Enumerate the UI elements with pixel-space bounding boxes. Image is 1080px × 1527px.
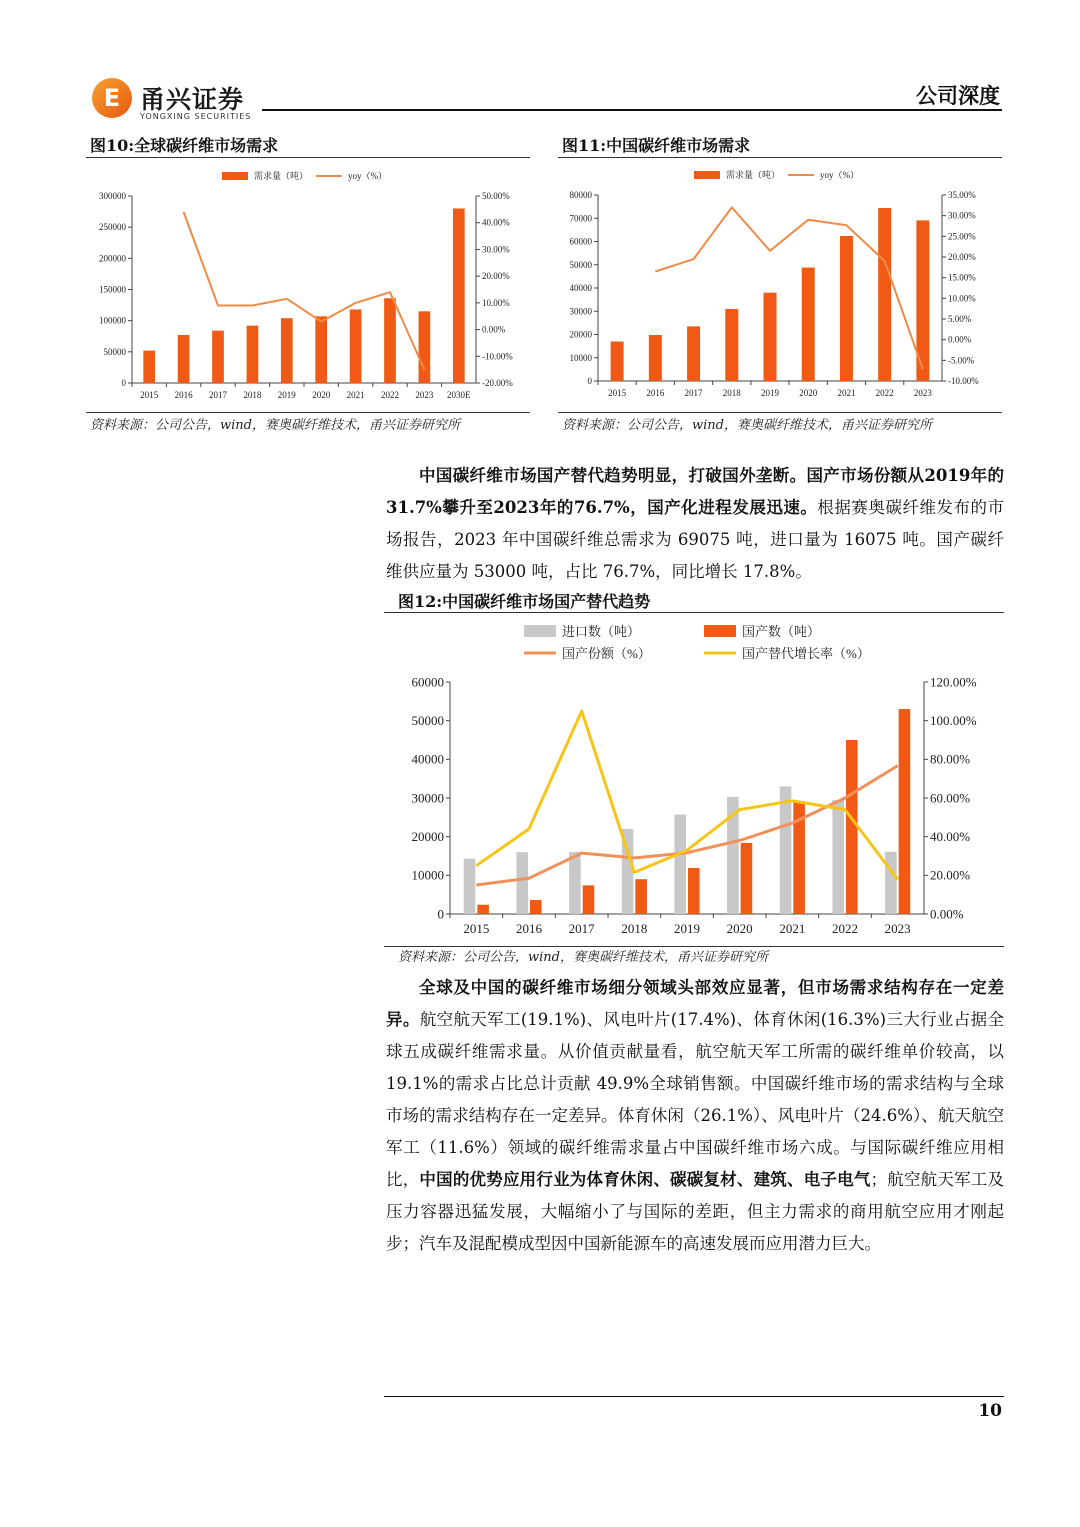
left-axis-tick-label: 30000 xyxy=(569,306,592,317)
right-axis-tick-label: -5.00% xyxy=(948,355,975,366)
left-axis-tick-label: 10000 xyxy=(411,867,444,883)
brand-logo-icon: E xyxy=(92,78,132,118)
bar-需求量（吨） xyxy=(453,208,465,383)
right-axis-tick-label: 20.00% xyxy=(482,271,510,282)
x-axis-tick-label: 2016 xyxy=(516,921,542,936)
fig11-source: 资料来源：公司公告，wind，赛奥碳纤维技术，甬兴证券研究所 xyxy=(562,418,932,433)
report-type-tag: 公司深度 xyxy=(916,83,1000,108)
bar-进口数（吨） xyxy=(885,852,897,914)
left-axis-tick-label: 0 xyxy=(121,378,126,388)
legend-label: yoy（%） xyxy=(348,171,387,181)
left-axis-tick-label: 30000 xyxy=(411,790,444,806)
legend-label: 国产份额（%） xyxy=(562,646,651,661)
brand-name-en: YONGXING SECURITIES xyxy=(140,112,252,121)
x-axis-tick-label: 2017 xyxy=(209,390,227,400)
left-axis-tick-label: 40000 xyxy=(569,283,592,293)
right-axis-tick-label: 20.00% xyxy=(930,867,971,883)
paragraph-domestic-substitution xyxy=(386,460,1004,588)
bar-需求量（吨） xyxy=(143,351,155,383)
bar-进口数（吨） xyxy=(674,815,686,914)
paragraph-1-highlight: 中国碳纤维市场国产替代趋势明显，打破国外垄断。国产市场份额从2019年的31.7%攀升至2023年的76.7%，国产化进程发展迅速。 xyxy=(386,466,1004,517)
x-axis-tick-label: 2020 xyxy=(799,388,818,398)
fig12-title-rule xyxy=(384,612,1004,613)
bar-进口数（吨） xyxy=(516,852,528,914)
header-divider xyxy=(262,109,1002,111)
right-axis-tick-label: 120.00% xyxy=(930,674,977,690)
x-axis-tick-label: 2030E xyxy=(447,390,471,400)
fig11-bottom-rule xyxy=(558,412,1002,413)
bar-国产数（吨） xyxy=(741,843,753,914)
left-axis-tick-label: 0 xyxy=(587,376,592,386)
right-axis-tick-label: 30.00% xyxy=(482,244,510,255)
bar-国产数（吨） xyxy=(583,885,595,914)
left-axis-tick-label: 50000 xyxy=(569,259,592,270)
x-axis-tick-label: 2020 xyxy=(312,390,331,400)
bar-需求量（吨） xyxy=(281,318,293,383)
left-axis-tick-label: 100000 xyxy=(99,315,126,326)
right-axis-tick-label: -10.00% xyxy=(482,351,513,362)
paragraph-2-body-2: ；航空航天军工及压力容器迅猛发展，大幅缩小了与国际的差距，但主力需求的商用航空应用才刚起步；汽车及混配模成型因中国新能源车的高速发展而应用潜力巨大。 xyxy=(386,1170,1005,1253)
x-axis-tick-label: 2017 xyxy=(568,921,595,936)
left-axis-tick-label: 250000 xyxy=(99,222,126,233)
bar-国产数（吨） xyxy=(846,740,858,914)
bar-需求量（吨） xyxy=(384,298,396,383)
left-axis-tick-label: 50000 xyxy=(103,346,126,357)
page-number: 10 xyxy=(978,1401,1002,1421)
bar-需求量（吨） xyxy=(419,311,431,383)
fig12-bottom-rule xyxy=(384,946,1004,947)
bar-需求量（吨） xyxy=(212,331,224,383)
right-axis-tick-label: 0.00% xyxy=(930,906,964,922)
x-axis-tick-label: 2015 xyxy=(608,388,627,398)
legend-swatch xyxy=(704,625,736,637)
left-axis-tick-label: 20000 xyxy=(411,829,444,844)
fig11-title: 图11:中国碳纤维市场需求 xyxy=(562,136,751,155)
x-axis-tick-label: 2023 xyxy=(913,388,932,398)
right-axis-tick-label: 20.00% xyxy=(948,252,976,262)
fig10-chart xyxy=(86,160,530,410)
legend-label: 需求量（吨） xyxy=(726,170,781,180)
fig11-chart xyxy=(558,160,1002,410)
fig12-title: 图12:中国碳纤维市场国产替代趋势 xyxy=(398,592,651,611)
left-axis-tick-label: 40000 xyxy=(411,751,444,767)
x-axis-tick-label: 2015 xyxy=(140,390,159,400)
bar-需求量（吨） xyxy=(764,293,777,381)
right-axis-tick-label: 60.00% xyxy=(930,790,971,806)
paragraph-1-body: 根据赛奥碳纤维发布的市场报告，2023 年中国碳纤维总需求为 69075 吨，进口量为 16075 吨。国产碳纤维供应量为 53000 吨，占比 76.7%，同比增长 17.8%。 xyxy=(386,498,1005,581)
left-axis-tick-label: 200000 xyxy=(99,253,126,264)
bar-国产数（吨） xyxy=(477,905,489,914)
bar-需求量（吨） xyxy=(649,335,662,381)
bar-需求量（吨） xyxy=(840,236,853,381)
legend-swatch xyxy=(222,172,248,180)
bar-需求量（吨） xyxy=(178,335,190,383)
legend-label: 需求量（吨） xyxy=(254,171,309,181)
x-axis-tick-label: 2020 xyxy=(726,921,753,936)
x-axis-tick-label: 2018 xyxy=(243,390,262,400)
legend-label: yoy（%） xyxy=(820,170,859,180)
right-axis-tick-label: 50.00% xyxy=(482,191,510,201)
right-axis-tick-label: 80.00% xyxy=(930,751,971,767)
paragraph-2-highlight: 全球及中国的碳纤维市场细分领域头部效应显著，但市场需求结构存在一定差异。 xyxy=(386,978,1004,1029)
right-axis-tick-label: 5.00% xyxy=(948,314,972,324)
left-axis-tick-label: 20000 xyxy=(569,329,592,340)
paragraph-2-body: 航空航天军工(19.1%)、风电叶片(17.4%)、体育休闲(16.3%)三大行业占据全球五成碳纤维需求量。从价值贡献量看，航空航天军工所需的碳纤维单价较高，以 19.1%的需求占比总计贡献 49.9%全球销售额。中国碳纤维市场的需求结构与全球市场的需求结构存在一定差异。体育休闲（26.1%）、风电叶片（24.6%）、航天航空军工（11.6%）领域的碳纤维需求量占中国碳纤维市场六成。与国际碳纤维应用相比， xyxy=(386,1010,1005,1189)
x-axis-tick-label: 2016 xyxy=(646,388,665,398)
left-axis-tick-label: 150000 xyxy=(99,284,126,295)
left-axis-tick-label: 60000 xyxy=(569,236,592,247)
legend-swatch xyxy=(524,625,556,637)
bar-需求量（吨） xyxy=(802,268,815,381)
bar-进口数（吨） xyxy=(464,859,476,914)
fig10-source: 资料来源：公司公告，wind，赛奥碳纤维技术，甬兴证券研究所 xyxy=(90,418,460,433)
right-axis-tick-label: 100.00% xyxy=(930,713,977,728)
fig12-source: 资料来源：公司公告，wind，赛奥碳纤维技术，甬兴证券研究所 xyxy=(398,950,768,965)
fig10-title: 图10:全球碳纤维市场需求 xyxy=(90,136,279,155)
right-axis-tick-label: 35.00% xyxy=(948,190,976,200)
bar-需求量（吨） xyxy=(611,341,624,381)
paragraph-2-highlight-2: 中国的优势应用行业为体育休闲、碳碳复材、建筑、电子电气 xyxy=(419,1170,871,1189)
fig12-chart xyxy=(384,614,1004,944)
x-axis-tick-label: 2016 xyxy=(174,390,193,400)
right-axis-tick-label: 0.00% xyxy=(948,334,972,345)
bar-需求量（吨） xyxy=(687,326,700,381)
right-axis-tick-label: -20.00% xyxy=(482,378,513,388)
left-axis-tick-label: 70000 xyxy=(569,213,592,224)
bar-需求量（吨） xyxy=(725,309,738,381)
legend-label: 国产替代增长率（%） xyxy=(742,646,870,661)
x-axis-tick-label: 2021 xyxy=(779,921,806,936)
x-axis-tick-label: 2019 xyxy=(674,921,700,936)
x-axis-tick-label: 2021 xyxy=(346,390,365,400)
right-axis-tick-label: 10.00% xyxy=(482,297,510,308)
fig10-bottom-rule xyxy=(86,412,530,413)
bar-进口数（吨） xyxy=(569,852,581,914)
bar-国产数（吨） xyxy=(899,709,911,914)
right-axis-tick-label: 25.00% xyxy=(948,231,976,242)
x-axis-tick-label: 2015 xyxy=(463,921,490,936)
paragraph-demand-structure xyxy=(386,972,1004,1260)
x-axis-tick-label: 2019 xyxy=(761,388,779,398)
footer-divider xyxy=(384,1396,1004,1397)
bar-国产数（吨） xyxy=(688,868,700,914)
right-axis-tick-label: 10.00% xyxy=(948,293,976,304)
x-axis-tick-label: 2022 xyxy=(381,390,399,400)
brand-name: 甬兴证券 xyxy=(140,85,245,114)
right-axis-tick-label: 30.00% xyxy=(948,210,976,221)
right-axis-tick-label: 0.00% xyxy=(482,324,506,335)
bar-进口数（吨） xyxy=(832,800,844,914)
right-axis-tick-label: 40.00% xyxy=(930,829,971,844)
x-axis-tick-label: 2023 xyxy=(415,390,434,400)
bar-需求量（吨） xyxy=(247,326,259,383)
left-axis-tick-label: 80000 xyxy=(569,190,592,200)
left-axis-tick-label: 300000 xyxy=(99,191,126,201)
right-axis-tick-label: -10.00% xyxy=(948,376,979,386)
bar-国产数（吨） xyxy=(635,879,647,914)
right-axis-tick-label: 40.00% xyxy=(482,217,510,228)
x-axis-tick-label: 2023 xyxy=(884,921,911,936)
left-axis-tick-label: 50000 xyxy=(411,713,444,728)
x-axis-tick-label: 2018 xyxy=(722,388,741,398)
bar-需求量（吨） xyxy=(350,309,362,383)
legend-swatch xyxy=(694,171,720,179)
x-axis-tick-label: 2017 xyxy=(684,388,703,398)
x-axis-tick-label: 2018 xyxy=(621,921,648,936)
legend-label: 进口数（吨） xyxy=(562,624,641,639)
left-axis-tick-label: 10000 xyxy=(569,352,592,363)
bar-进口数（吨） xyxy=(780,786,792,914)
fig11-title-rule xyxy=(558,157,1002,158)
x-axis-tick-label: 2019 xyxy=(277,390,296,400)
right-axis-tick-label: 15.00% xyxy=(948,272,976,283)
x-axis-tick-label: 2022 xyxy=(832,921,858,936)
left-axis-tick-label: 0 xyxy=(437,906,444,922)
x-axis-tick-label: 2021 xyxy=(837,388,856,398)
bar-国产数（吨） xyxy=(530,900,542,914)
fig10-title-rule xyxy=(86,157,530,158)
bar-需求量（吨） xyxy=(878,208,891,381)
legend-label: 国产数（吨） xyxy=(742,624,821,639)
left-axis-tick-label: 60000 xyxy=(411,674,444,690)
bar-需求量（吨） xyxy=(315,316,327,383)
x-axis-tick-label: 2022 xyxy=(875,388,894,398)
